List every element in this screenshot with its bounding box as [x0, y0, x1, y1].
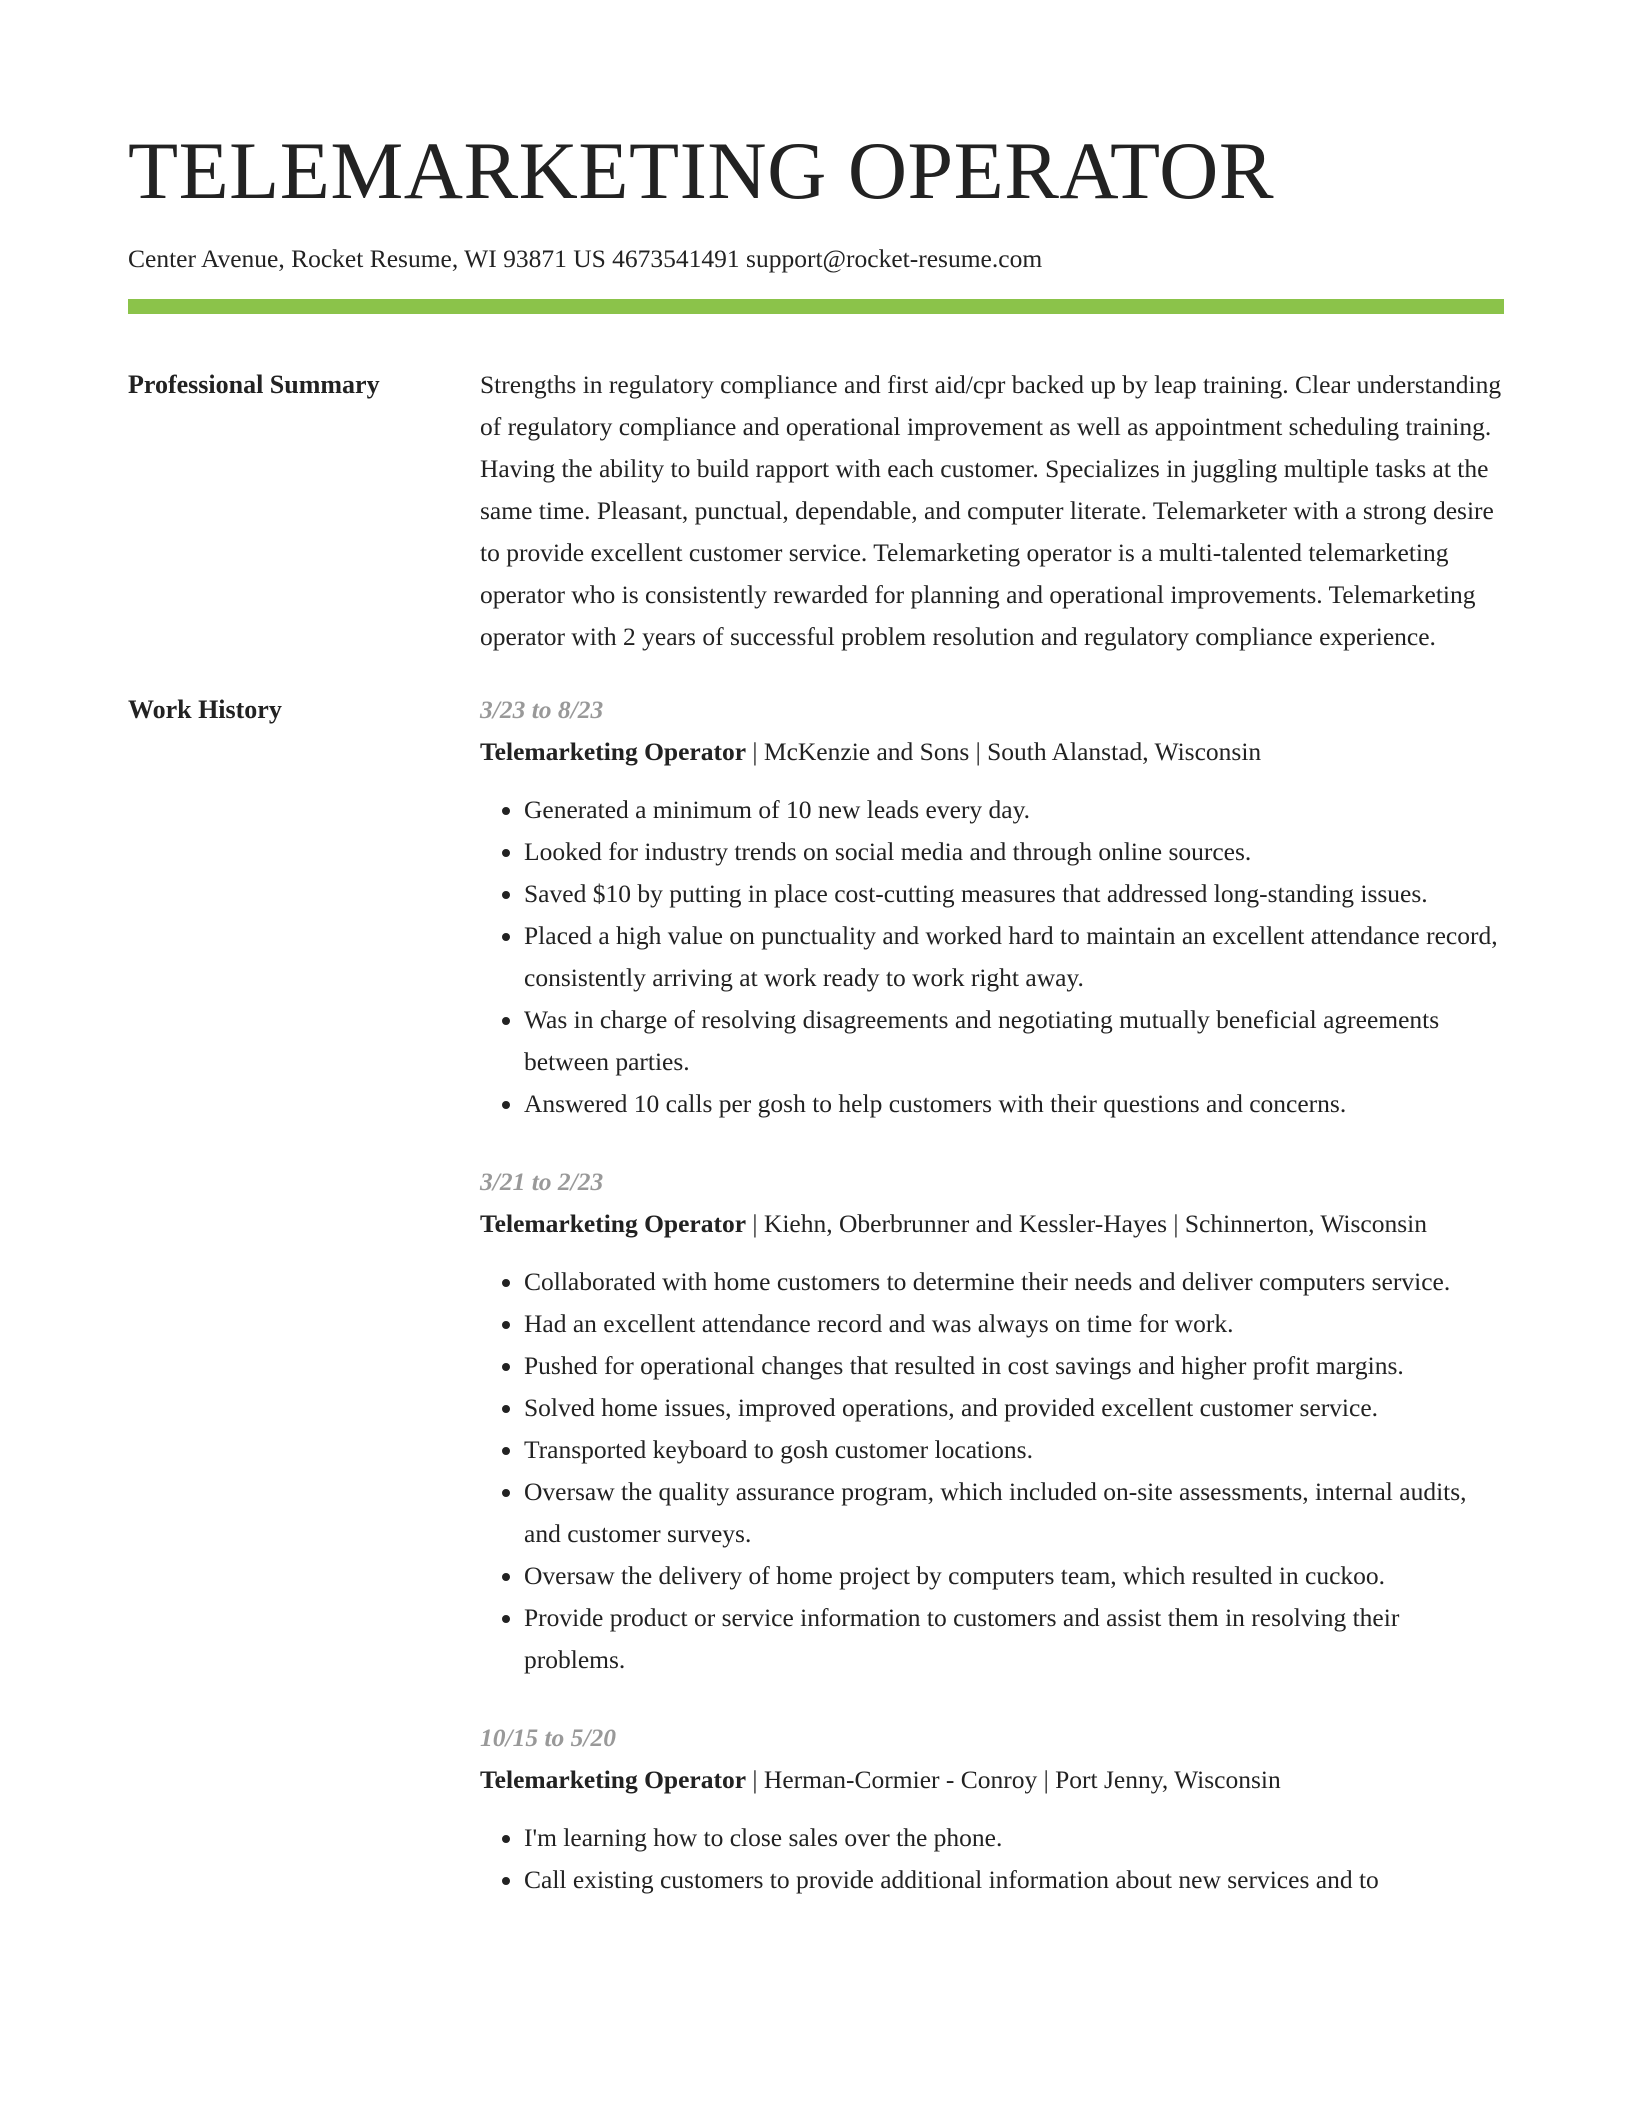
job-details: | Kiehn, Oberbrunner and Kessler-Hayes | Schinnerton, Wisconsin: [746, 1208, 1428, 1238]
job-bullet: • Pushed for operational changes that resulted in cost savings and higher profit margins.: [524, 1345, 1504, 1387]
job-dates: 10/15 to 5/20: [480, 1722, 617, 1752]
job-bullet: • Call existing customers to provide additional information about new services and to: [524, 1859, 1504, 1901]
job-bullet: • Generated a minimum of 10 new leads every day.: [524, 789, 1504, 831]
job-bullet: • Transported keyboard to gosh customer locations.: [524, 1429, 1504, 1471]
work-history-list: [480, 689, 1504, 1937]
job-bullet: • Oversaw the quality assurance program, which included on-site assessments, internal audits, and customer surveys.: [524, 1471, 1504, 1555]
contact-info: Center Avenue, Rocket Resume, WI 93871 US 4673541491 support@rocket-resume.com: [128, 244, 1043, 273]
job-heading: [480, 1759, 1504, 1801]
resume-name: TELEMARKETING OPERATOR: [128, 125, 1275, 216]
job-bullets: [480, 789, 1504, 1125]
job-bullets: [480, 1817, 1504, 1901]
job-bullet: • I'm learning how to close sales over the phone.: [524, 1817, 1504, 1859]
section-label: Professional Summary: [128, 369, 380, 399]
job-title: Telemarketing Operator: [480, 1764, 747, 1794]
job-dates: 3/23 to 8/23: [480, 694, 604, 724]
job-bullet: • Answered 10 calls per gosh to help customers with their questions and concerns.: [524, 1083, 1504, 1125]
job-bullet: • Had an excellent attendance record and was always on time for work.: [524, 1303, 1504, 1345]
job-bullet: • Provide product or service information to customers and assist them in resolving their problems.: [524, 1597, 1504, 1681]
job-heading: [480, 731, 1504, 773]
section-label: Work History: [128, 694, 282, 724]
job-details: | Herman-Cormier - Conroy | Port Jenny, Wisconsin: [746, 1764, 1281, 1794]
job-heading: [480, 1203, 1504, 1245]
accent-divider: [128, 299, 1504, 314]
job-bullet: • Placed a high value on punctuality and worked hard to maintain an excellent attendance record, consistently arriving at work ready to work right away.: [524, 915, 1504, 999]
work-history-section: [128, 689, 1504, 1937]
job-bullet: • Oversaw the delivery of home project by computers team, which resulted in cuckoo.: [524, 1555, 1504, 1597]
summary-text: Strengths in regulatory compliance and first aid/cpr backed up by leap training. Clear understanding of regulatory compliance and operational improvement as well as appointment scheduling training. Having the ability to build rapport with each customer. Specializes in juggling multiple tasks at the same time. Pleasant, punctual, dependable, and computer literate. Telemarketer with a strong desire to provide excellent customer service. Telemarketing operator is a multi-talented telemarketing operator who is consistently rewarded for planning and operational improvements. Telemarketing operator with 2 years of successful problem resolution and regulatory compliance experience.: [480, 369, 1502, 651]
job-entry: [480, 689, 1504, 1125]
professional-summary-section: [128, 364, 1504, 658]
job-bullet: • Collaborated with home customers to determine their needs and deliver computers service.: [524, 1261, 1504, 1303]
job-bullet: • Looked for industry trends on social media and through online sources.: [524, 831, 1504, 873]
job-entry: [480, 1717, 1504, 1901]
job-bullet: • Was in charge of resolving disagreements and negotiating mutually beneficial agreements between parties.: [524, 999, 1504, 1083]
job-entry: [480, 1161, 1504, 1681]
job-bullet: • Solved home issues, improved operations, and provided excellent customer service.: [524, 1387, 1504, 1429]
job-title: Telemarketing Operator: [480, 736, 747, 766]
job-bullets: [480, 1261, 1504, 1681]
job-bullet: • Saved $10 by putting in place cost-cutting measures that addressed long-standing issues.: [524, 873, 1504, 915]
job-details: | McKenzie and Sons | South Alanstad, Wisconsin: [746, 736, 1262, 766]
job-dates: 3/21 to 2/23: [480, 1166, 604, 1196]
job-title: Telemarketing Operator: [480, 1208, 747, 1238]
